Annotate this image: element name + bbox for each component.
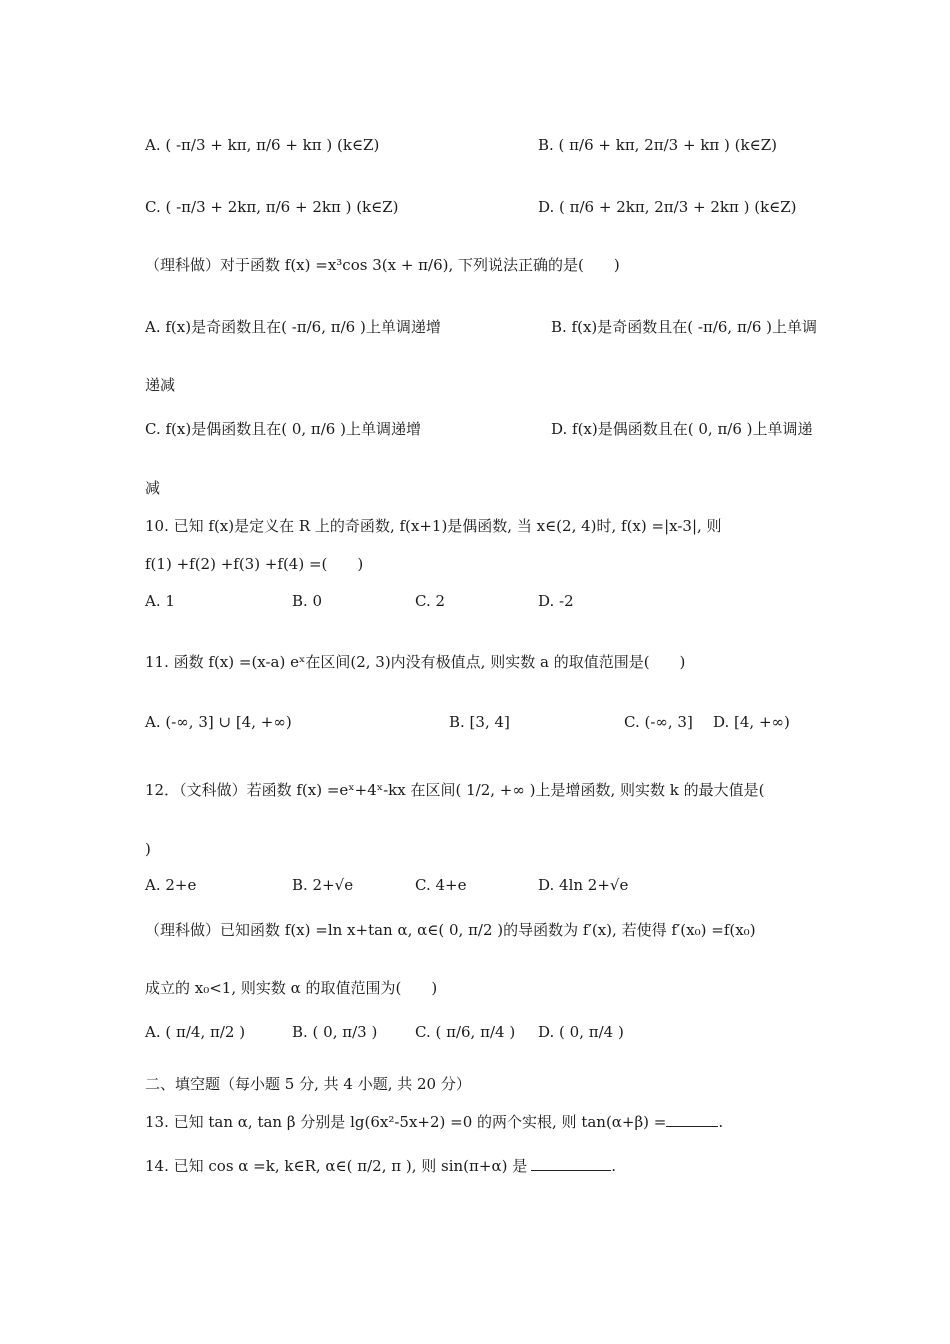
q10-stem-line1: 10. 已知 f(x)是定义在 R 上的奇函数, f(x+1)是偶函数, 当 x∈(2, 4)时, f(x) =|x-3|, 则 <box>145 517 722 535</box>
q12-stem-line2: ) <box>145 840 151 858</box>
q14-answer-blank <box>531 1154 611 1171</box>
q13-end: . <box>718 1113 724 1131</box>
q8-option-d: D. ( π/6 + 2kπ, 2π/3 + 2kπ ) (k∈Z) <box>538 198 797 216</box>
q12b-option-b: B. ( 0, π/3 ) <box>292 1023 378 1041</box>
q12b-stem-line2: 成立的 x₀<1, 则实数 α 的取值范围为( ) <box>145 979 438 997</box>
q12b-stem-line1: （理科做）已知函数 f(x) =ln x+tan α, α∈( 0, π/2 )的导函数为 f′(x), 若使得 f′(x₀) =f(x₀) <box>145 921 756 939</box>
q9-option-b: B. f(x)是奇函数且在( -π/6, π/6 )上单调 <box>551 318 818 336</box>
q9-option-a: A. f(x)是奇函数且在( -π/6, π/6 )上单调递增 <box>145 318 441 336</box>
q8-option-b: B. ( π/6 + kπ, 2π/3 + kπ ) (k∈Z) <box>538 136 777 154</box>
q10-option-c: C. 2 <box>415 592 446 610</box>
q14-text: 14. 已知 cos α =k, k∈R, α∈( π/2, π ), 则 sin(π+α) 是 <box>145 1157 528 1175</box>
q12-stem-line1: 12．（文科做）若函数 f(x) =eˣ+4ˣ-kx 在区间( 1/2, +∞ )上是增函数, 则实数 k 的最大值是( <box>145 781 765 799</box>
q12-option-a: A. 2+e <box>145 876 197 894</box>
q11-option-b: B. [3, 4] <box>449 713 510 731</box>
q11-option-d: D. [4, +∞) <box>713 713 790 731</box>
q9-stem: （理科做）对于函数 f(x) =x³cos 3(x + π/6), 下列说法正确的是( ) <box>145 256 620 274</box>
q10-option-a: A. 1 <box>145 592 175 610</box>
q14-stem <box>145 1154 616 1178</box>
q12b-option-d: D. ( 0, π/4 ) <box>538 1023 624 1041</box>
q11-option-c: C. (-∞, 3] <box>624 713 693 731</box>
q12-option-b: B. 2+√e <box>292 876 354 894</box>
q8-option-a: A. ( -π/3 + kπ, π/6 + kπ ) (k∈Z) <box>145 136 380 154</box>
q11-option-a: A. (-∞, 3] ∪ [4, +∞) <box>145 713 292 731</box>
q9-option-b-continued: 递减 <box>145 376 176 394</box>
q10-option-b: B. 0 <box>292 592 323 610</box>
q12b-option-c: C. ( π/6, π/4 ) <box>415 1023 516 1041</box>
q12-option-d: D. 4ln 2+√e <box>538 876 629 894</box>
q10-option-d: D. -2 <box>538 592 574 610</box>
q9-option-d-continued: 减 <box>145 479 161 497</box>
q12-option-c: C. 4+e <box>415 876 467 894</box>
q10-stem-line2: f(1) +f(2) +f(3) +f(4) =( ) <box>145 555 364 573</box>
q9-option-d: D. f(x)是偶函数且在( 0, π/6 )上单调递 <box>551 420 813 438</box>
q12b-option-a: A. ( π/4, π/2 ) <box>145 1023 246 1041</box>
q8-option-c: C. ( -π/3 + 2kπ, π/6 + 2kπ ) (k∈Z) <box>145 198 399 216</box>
q9-option-c: C. f(x)是偶函数且在( 0, π/6 )上单调递增 <box>145 420 421 438</box>
q13-stem <box>145 1110 723 1134</box>
q11-stem: 11. 函数 f(x) =(x-a) eˣ在区间(2, 3)内没有极值点, 则实数 a 的取值范围是( ) <box>145 653 686 671</box>
section-heading-fill-in: 二、填空题（每小题 5 分, 共 4 小题, 共 20 分） <box>145 1075 471 1093</box>
q13-text: 13. 已知 tan α, tan β 分别是 lg(6x²-5x+2) =0 的两个实根, 则 tan(α+β) = <box>145 1113 667 1131</box>
q14-end: . <box>611 1157 616 1175</box>
q13-answer-blank <box>666 1110 718 1127</box>
